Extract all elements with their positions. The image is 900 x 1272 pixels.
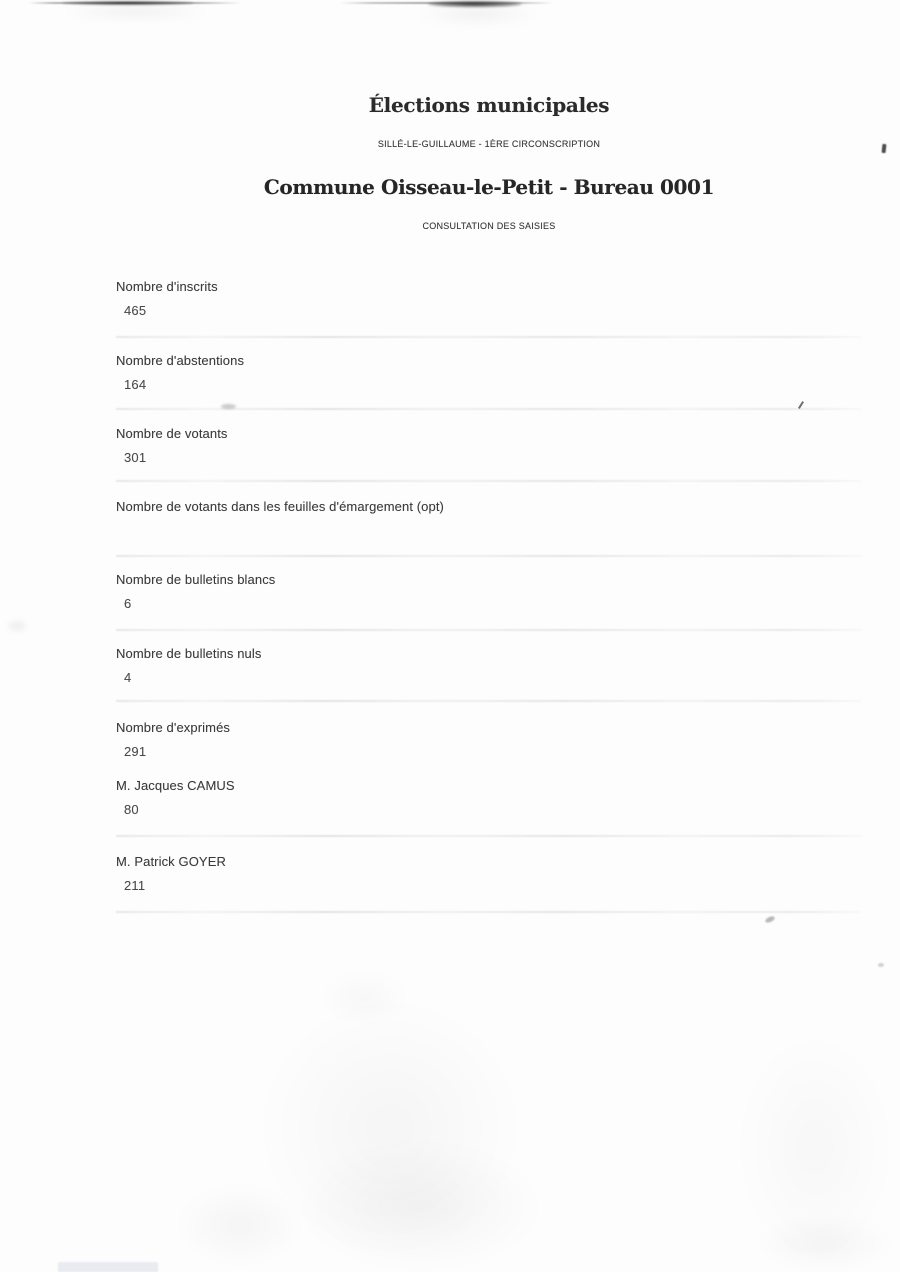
field-underline (116, 629, 862, 631)
scan-speck-artifact (8, 621, 26, 631)
field-label: Nombre de votants dans les feuilles d'émargement (opt) (116, 499, 444, 514)
scan-streak-artifact (28, 2, 242, 4)
scan-edge-artifact (58, 1262, 158, 1272)
scan-shadow-artifact (414, 6, 542, 22)
scan-shadow-artifact (295, 1140, 545, 1272)
scan-shadow-artifact (255, 995, 525, 1260)
field-label: Nombre d'abstentions (116, 353, 245, 368)
field-value: 291 (124, 744, 147, 759)
field-underline (116, 480, 862, 482)
scan-shadow-artifact (755, 1215, 895, 1271)
scan-streak-artifact (62, 1, 194, 5)
circonscription-subtitle: SILLÉ-LE-GUILLAUME - 1ÈRE CIRCONSCRIPTION (377, 139, 601, 149)
field-value: 301 (124, 450, 147, 465)
scan-shadow-artifact (175, 1185, 305, 1265)
field-votants-emargement (116, 499, 862, 557)
commune-bureau-title: Commune Oisseau-le-Petit - Bureau 0001 (263, 175, 715, 199)
field-label: Nombre d'inscrits (116, 279, 218, 294)
page-title: Élections municipales (368, 93, 610, 117)
field-underline (116, 835, 862, 837)
scan-shadow-artifact (735, 1030, 895, 1265)
scan-speck-artifact (878, 963, 884, 967)
field-underline (116, 408, 862, 410)
scan-shadow-artifact (58, 5, 213, 19)
scan-shadow-artifact (320, 970, 410, 1025)
field-label: Nombre de bulletins blancs (116, 572, 276, 587)
scan-speck-artifact (764, 915, 775, 924)
field-nombre-inscrits (116, 279, 862, 338)
field-candidat-goyer (116, 854, 862, 913)
field-value: 6 (124, 596, 132, 611)
field-underline (116, 911, 862, 913)
field-label: Nombre de votants (116, 426, 228, 441)
field-value: 4 (124, 670, 132, 685)
field-underline (116, 700, 862, 702)
field-label: Nombre d'exprimés (116, 720, 230, 735)
consultation-subtitle: CONSULTATION DES SAISIES (422, 221, 556, 231)
field-value: 164 (124, 377, 147, 392)
field-value: 80 (124, 802, 139, 817)
scan-streak-artifact (428, 1, 522, 7)
field-value: 211 (124, 878, 146, 893)
field-nombre-votants (116, 426, 862, 482)
field-label: M. Patrick GOYER (116, 854, 226, 869)
field-value: 465 (124, 303, 147, 318)
field-label: M. Jacques CAMUS (116, 778, 235, 793)
field-nombre-abstentions (116, 353, 862, 410)
field-bulletins-blancs (116, 572, 862, 631)
field-candidat-camus (116, 778, 862, 837)
field-underline (116, 555, 862, 557)
scan-streak-artifact (340, 2, 554, 4)
field-underline (116, 336, 862, 338)
field-label: Nombre de bulletins nuls (116, 646, 262, 661)
field-bulletins-nuls (116, 646, 862, 702)
field-nombre-exprimes (116, 720, 862, 770)
